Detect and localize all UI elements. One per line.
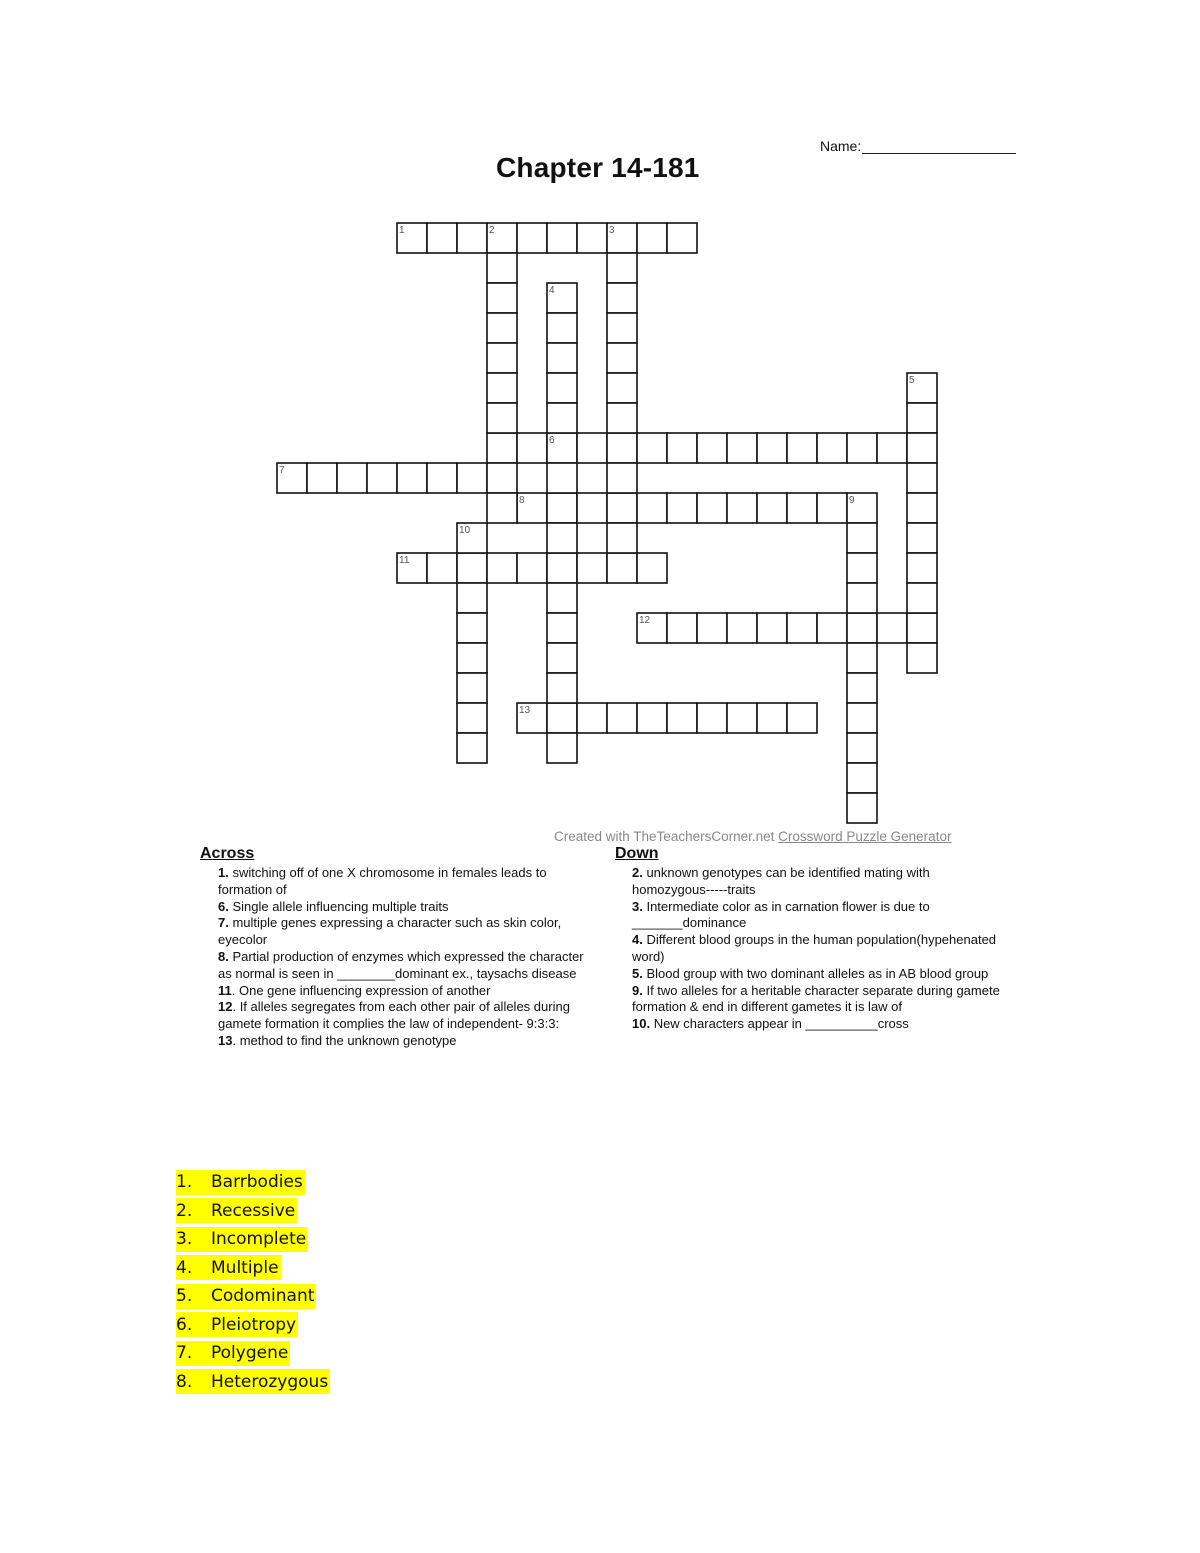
grid-cell[interactable]	[907, 463, 937, 493]
grid-cell[interactable]	[547, 733, 577, 763]
clue-text: Partial production of enzymes which expressed the character as normal is seen in ________dominant ex., taysachs disease	[218, 948, 584, 981]
grid-cell[interactable]	[337, 463, 367, 493]
grid-cell[interactable]	[607, 253, 637, 283]
grid-cell[interactable]	[607, 433, 637, 463]
grid-cell[interactable]	[487, 403, 517, 433]
grid-cell[interactable]	[757, 433, 787, 463]
grid-cell[interactable]	[577, 553, 607, 583]
across-clue	[218, 1033, 590, 1050]
answer-list	[176, 1168, 330, 1396]
answer-number: 2.	[176, 1200, 193, 1221]
answer-number: 4.	[176, 1257, 193, 1278]
grid-cell[interactable]	[547, 613, 577, 643]
across-clue	[218, 899, 590, 916]
grid-cell[interactable]	[487, 223, 517, 253]
grid-cell[interactable]	[757, 493, 787, 523]
grid-cell[interactable]	[607, 493, 637, 523]
page-title: Chapter 14-181	[496, 152, 700, 183]
grid-cell[interactable]	[907, 493, 937, 523]
down-clue	[632, 1016, 1010, 1033]
grid-cell[interactable]	[847, 703, 877, 733]
clue-number: 3.	[632, 898, 643, 914]
clue-text: . method to find the unknown genotype	[232, 1032, 457, 1048]
grid-cell[interactable]	[397, 553, 427, 583]
grid-cell[interactable]	[547, 463, 577, 493]
grid-cell[interactable]	[907, 583, 937, 613]
answer-item	[176, 1168, 330, 1197]
answer-item	[176, 1368, 330, 1397]
clue-number: 9.	[632, 982, 643, 998]
grid-cell[interactable]	[487, 433, 517, 463]
grid-cell[interactable]	[517, 223, 547, 253]
grid-cell[interactable]	[667, 613, 697, 643]
grid-cell[interactable]	[427, 553, 457, 583]
grid-cell[interactable]	[847, 643, 877, 673]
clue-number: 2.	[632, 865, 643, 880]
grid-cell[interactable]	[397, 463, 427, 493]
down-clue	[632, 932, 1010, 966]
grid-cell[interactable]	[847, 673, 877, 703]
grid-cell[interactable]	[487, 373, 517, 403]
grid-cell[interactable]	[547, 313, 577, 343]
grid-cell[interactable]	[547, 403, 577, 433]
grid-cell[interactable]	[907, 613, 937, 643]
grid-cell[interactable]	[607, 223, 637, 253]
grid-cell[interactable]	[667, 703, 697, 733]
across-heading: Across	[200, 845, 255, 862]
clue-text: multiple genes expressing a character such as skin color, eyecolor	[218, 915, 562, 948]
answer-item	[176, 1339, 330, 1368]
grid-number: 11	[399, 555, 410, 566]
grid-cell[interactable]	[457, 703, 487, 733]
answer-number: 7.	[176, 1343, 193, 1364]
grid-number: 7	[279, 465, 285, 476]
answer-highlight	[176, 1198, 297, 1223]
credit-line	[554, 829, 951, 844]
grid-cell[interactable]	[547, 343, 577, 373]
down-clue	[632, 899, 1010, 933]
answer-highlight	[176, 1312, 298, 1337]
grid-cell[interactable]	[787, 703, 817, 733]
grid-cell[interactable]	[697, 493, 727, 523]
grid-cell[interactable]	[847, 763, 877, 793]
answer-item	[176, 1282, 330, 1311]
grid-number: 10	[459, 525, 471, 536]
answer-number: 8.	[176, 1371, 193, 1392]
grid-cell[interactable]	[577, 433, 607, 463]
grid-cell[interactable]	[277, 463, 307, 493]
grid-cell[interactable]	[457, 673, 487, 703]
across-clue	[218, 915, 590, 949]
grid-cell[interactable]	[727, 613, 757, 643]
across-clue	[218, 949, 590, 983]
name-label: Name:	[820, 138, 862, 154]
grid-cell[interactable]	[517, 553, 547, 583]
grid-cell[interactable]	[847, 553, 877, 583]
grid-number: 6	[549, 435, 555, 446]
clue-text: switching off of one X chromosome in females leads to formation of	[218, 865, 547, 897]
clue-number: 7.	[218, 915, 229, 931]
grid-cell[interactable]	[637, 613, 667, 643]
grid-number: 1	[399, 225, 405, 236]
grid-cell[interactable]	[637, 493, 667, 523]
clue-number: 8.	[218, 948, 229, 964]
answer-highlight	[176, 1369, 330, 1394]
grid-cell[interactable]	[637, 703, 667, 733]
answer-highlight	[176, 1255, 281, 1280]
clue-number: 10.	[632, 1016, 651, 1032]
answer-word: Polygene	[211, 1343, 289, 1364]
down-clue	[632, 966, 1010, 983]
grid-cell[interactable]	[907, 523, 937, 553]
grid-number: 4	[549, 285, 555, 296]
credit-link[interactable]: Crossword Puzzle Generator	[778, 829, 952, 844]
answer-word: Multiple	[211, 1257, 279, 1278]
grid-cell[interactable]	[847, 523, 877, 553]
clue-text: Blood group with two dominant alleles as in AB blood group	[642, 965, 989, 981]
down-clue-list	[632, 865, 1010, 1033]
answer-word: Heterozygous	[211, 1371, 329, 1392]
answer-word: Recessive	[211, 1200, 296, 1221]
answer-item	[176, 1225, 330, 1254]
answer-highlight	[176, 1341, 290, 1366]
down-heading: Down	[615, 845, 659, 862]
grid-cell[interactable]	[667, 223, 697, 253]
grid-cell[interactable]	[547, 283, 577, 313]
grid-cell[interactable]	[547, 583, 577, 613]
grid-cell[interactable]	[547, 553, 577, 583]
grid-cell[interactable]	[457, 583, 487, 613]
answer-item	[176, 1254, 330, 1283]
grid-cell[interactable]	[697, 613, 727, 643]
grid-cell[interactable]	[907, 643, 937, 673]
answer-number: 6.	[176, 1314, 193, 1335]
credit-prefix: Created with TheTeachersCorner.net	[554, 829, 779, 844]
grid-cell[interactable]	[847, 493, 877, 523]
grid-cell[interactable]	[607, 283, 637, 313]
clue-text: Different blood groups in the human population(hypehenated word)	[632, 932, 997, 964]
grid-cell[interactable]	[607, 373, 637, 403]
grid-cell[interactable]	[517, 493, 547, 523]
grid-cell[interactable]	[667, 493, 697, 523]
grid-cell[interactable]	[817, 493, 847, 523]
grid-cell[interactable]	[487, 253, 517, 283]
grid-cell[interactable]	[637, 223, 667, 253]
grid-cell[interactable]	[547, 673, 577, 703]
grid-cell[interactable]	[457, 223, 487, 253]
grid-cell[interactable]	[457, 523, 487, 553]
grid-cell[interactable]	[487, 343, 517, 373]
grid-cell[interactable]	[547, 643, 577, 673]
answer-highlight	[176, 1227, 308, 1252]
answer-item	[176, 1311, 330, 1340]
answer-word: Pleiotropy	[211, 1314, 297, 1335]
across-clue	[218, 983, 590, 1000]
answer-item	[176, 1197, 330, 1226]
clue-text: unknown genotypes can be identified mating with homozygous-----traits	[632, 865, 930, 897]
grid-cell[interactable]	[847, 583, 877, 613]
answer-word: Codominant	[211, 1286, 315, 1307]
clue-number: 1.	[218, 865, 229, 880]
grid-cell[interactable]	[697, 433, 727, 463]
answer-word: Incomplete	[211, 1229, 307, 1250]
grid-number: 2	[489, 225, 495, 236]
grid-cell[interactable]	[907, 433, 937, 463]
grid-cell[interactable]	[727, 703, 757, 733]
answer-highlight	[176, 1284, 316, 1309]
clue-number: 4.	[632, 932, 643, 948]
grid-cell[interactable]	[877, 433, 907, 463]
grid-cell[interactable]	[697, 703, 727, 733]
answer-word: Barrbodies	[211, 1172, 303, 1193]
across-clue-list	[218, 865, 590, 1050]
across-clue	[218, 865, 590, 899]
grid-cell[interactable]	[517, 703, 547, 733]
grid-cell[interactable]	[487, 283, 517, 313]
grid-number: 5	[909, 375, 915, 386]
grid-cell[interactable]	[907, 403, 937, 433]
clue-number: 5.	[632, 965, 643, 981]
clue-text: . If alleles segregates from each other pair of alleles during gamete formation it complies the law of independent- 9:3:3:	[218, 999, 570, 1032]
grid-cell[interactable]	[817, 613, 847, 643]
down-clue	[632, 983, 1010, 1017]
grid-cell[interactable]	[607, 703, 637, 733]
grid-cell[interactable]	[457, 733, 487, 763]
down-clue	[632, 865, 1010, 899]
clue-text: If two alleles for a heritable character separate during gamete formation & end in different gametes it is law of	[632, 982, 1000, 1015]
grid-cell[interactable]	[607, 403, 637, 433]
grid-cell[interactable]	[577, 223, 607, 253]
grid-cell[interactable]	[487, 553, 517, 583]
grid-cell[interactable]	[847, 793, 877, 823]
grid-cell[interactable]	[487, 463, 517, 493]
answer-number: 3.	[176, 1229, 193, 1250]
grid-cell[interactable]	[457, 613, 487, 643]
grid-cell[interactable]	[787, 613, 817, 643]
grid-number: 8	[519, 495, 525, 506]
clue-text: Intermediate color as in carnation flower is due to _______dominance	[632, 898, 930, 931]
grid-cell[interactable]	[787, 433, 817, 463]
grid-cell[interactable]	[547, 223, 577, 253]
grid-cell[interactable]	[847, 613, 877, 643]
grid-number: 9	[849, 495, 855, 506]
grid-cell[interactable]	[547, 703, 577, 733]
grid-cell[interactable]	[907, 553, 937, 583]
name-input-line[interactable]	[862, 153, 1016, 154]
across-clue	[218, 999, 590, 1033]
grid-cell[interactable]	[427, 223, 457, 253]
grid-cell[interactable]	[457, 553, 487, 583]
grid-cell[interactable]	[547, 433, 577, 463]
answer-highlight	[176, 1170, 305, 1195]
grid-cell[interactable]	[817, 433, 847, 463]
grid-cell[interactable]	[547, 493, 577, 523]
grid-cell[interactable]	[457, 643, 487, 673]
grid-cell[interactable]	[487, 313, 517, 343]
grid-cell[interactable]	[727, 433, 757, 463]
clue-number: 13	[218, 1032, 233, 1048]
grid-cell[interactable]	[757, 703, 787, 733]
grid-number: 13	[519, 705, 531, 716]
clue-number: 11	[218, 982, 232, 998]
clue-number: 6.	[218, 898, 229, 914]
grid-cell[interactable]	[547, 373, 577, 403]
grid-cell[interactable]	[457, 463, 487, 493]
grid-cell[interactable]	[847, 433, 877, 463]
grid-cell[interactable]	[727, 493, 757, 523]
grid-cell[interactable]	[547, 523, 577, 553]
grid-cell[interactable]	[307, 463, 337, 493]
grid-cell[interactable]	[607, 523, 637, 553]
answer-number: 5.	[176, 1286, 193, 1307]
grid-cell[interactable]	[367, 463, 397, 493]
grid-cell[interactable]	[637, 553, 667, 583]
grid-cell[interactable]	[787, 493, 817, 523]
clue-number: 12	[218, 999, 233, 1015]
grid-cell[interactable]	[637, 433, 667, 463]
clue-text: New characters appear in __________cross	[650, 1016, 909, 1032]
grid-cell[interactable]	[607, 343, 637, 373]
answer-number: 1.	[176, 1172, 193, 1193]
grid-cell[interactable]	[907, 373, 937, 403]
clue-text: . One gene influencing expression of another	[231, 982, 491, 998]
grid-cell[interactable]	[577, 703, 607, 733]
grid-cell[interactable]	[607, 553, 637, 583]
grid-cell[interactable]	[607, 313, 637, 343]
grid-cell[interactable]	[847, 733, 877, 763]
grid-cell[interactable]	[757, 613, 787, 643]
grid-cell[interactable]	[607, 463, 637, 493]
grid-cell[interactable]	[487, 493, 517, 523]
grid-number: 3	[609, 225, 615, 236]
grid-cell[interactable]	[427, 463, 457, 493]
grid-cell[interactable]	[517, 433, 547, 463]
grid-cell[interactable]	[667, 433, 697, 463]
grid-cell[interactable]	[577, 493, 607, 523]
grid-number: 12	[639, 615, 651, 626]
grid-cell[interactable]	[877, 613, 907, 643]
clue-text: Single allele influencing multiple traits	[228, 898, 449, 914]
grid-cell[interactable]	[397, 223, 427, 253]
